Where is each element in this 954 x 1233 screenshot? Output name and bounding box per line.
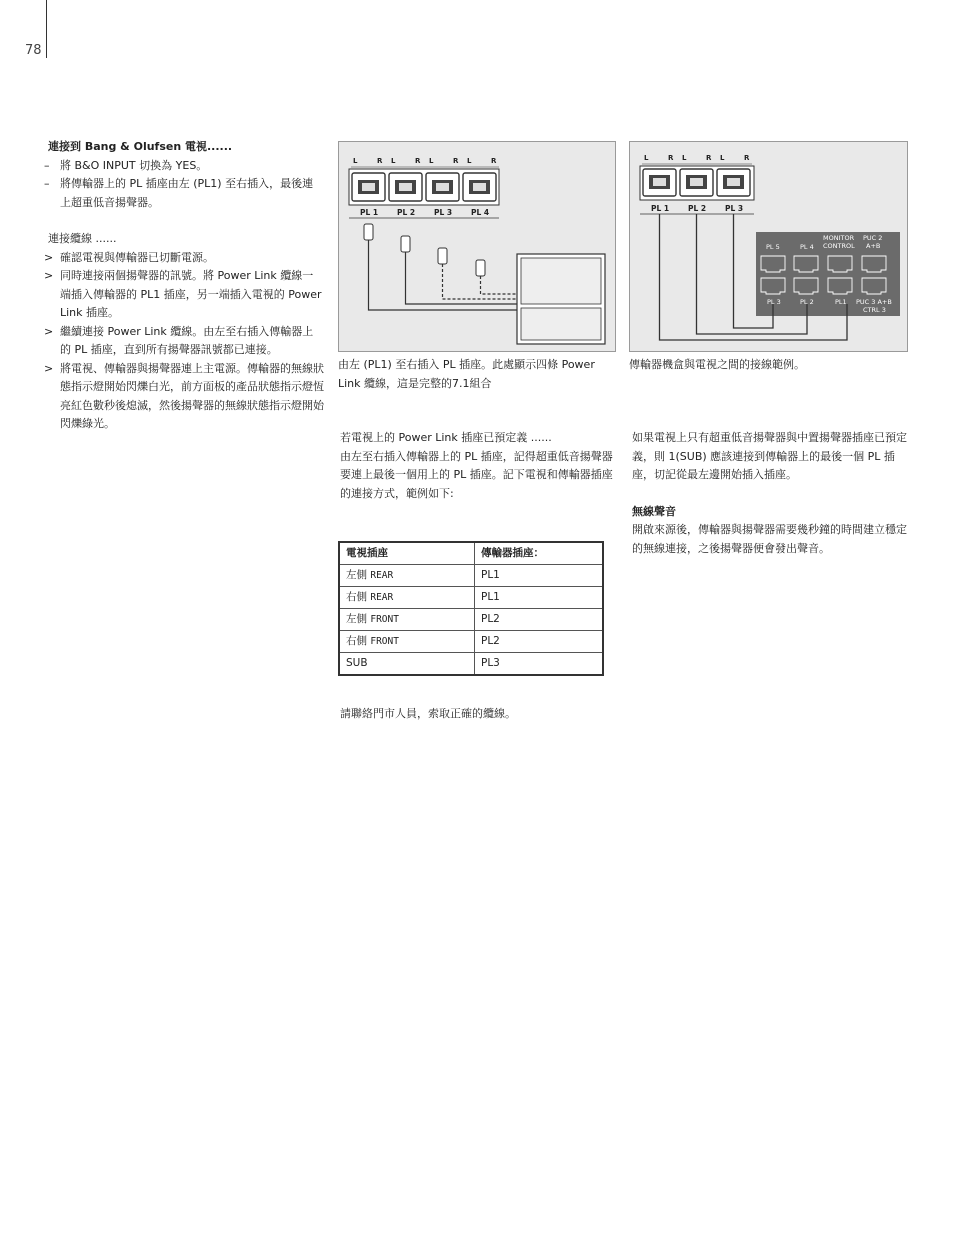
plug-icon	[364, 224, 373, 240]
predefined-paragraph: 如果電視上只有超重低音揚聲器與中置揚聲器插座已預定義，則 1(SUB) 應該連接到傳輸器上的最後一個 PL 插座，切記從最左邊開始插入插座。	[632, 431, 907, 481]
steps-list	[44, 249, 324, 434]
table-row	[339, 653, 603, 676]
table-header: 傳輸器插座：	[475, 542, 604, 565]
transmitter-socket: PL3	[475, 653, 604, 676]
channel-label: R	[706, 154, 712, 162]
channel-label: L	[429, 157, 434, 165]
channel-label: L	[391, 157, 396, 165]
list-item: – 將傳輸器上的 PL 插座由左 (PL1) 至右插入，最後連上超重低音揚聲器。	[44, 177, 314, 209]
channel-label: R	[377, 157, 383, 165]
channel-label: L	[353, 157, 358, 165]
figure-wiring-example	[629, 141, 908, 352]
section-body: 開啟來源後，傳輸器與揚聲器需要幾秒鐘的時間建立穩定的無線連接，之後揚聲器便會發出聲音。	[632, 523, 907, 555]
list-item: > 將電視、傳輸器與揚聲器連上主電源。傳輸器的無線狀態指示燈開始閃爍白光，前方面板的產品狀態指示燈恆亮紅色數秒後熄滅，然後揚聲器的無線狀態指示燈開始閃爍綠光。	[44, 361, 324, 430]
plug-icon	[438, 248, 447, 264]
tv-code: REAR	[370, 569, 394, 581]
section-heading: 無線聲音	[632, 504, 676, 518]
tv-code: FRONT	[370, 613, 399, 625]
channel-label: R	[415, 157, 421, 165]
page-number: 78	[25, 43, 42, 58]
tv-port-label: PL 5	[766, 243, 780, 251]
port-label: PL 4	[471, 208, 490, 217]
connection-diagram	[339, 142, 615, 351]
right-column	[632, 429, 912, 558]
list-item: – 將 B&O INPUT 切換為 YES。	[44, 158, 208, 172]
table-header: 電視插座	[339, 542, 475, 565]
list-item: > 確認電視與傳輸器已切斷電源。	[44, 250, 214, 264]
channel-label: R	[491, 157, 497, 165]
tv-port-label: PUC 2	[863, 234, 883, 242]
tv-side: 右側	[346, 634, 367, 647]
left-column	[44, 138, 324, 434]
figure-pl-sockets-7-1	[338, 141, 616, 352]
tv-port-label: PL 3	[767, 298, 781, 306]
tv-port-label: PL 4	[800, 243, 814, 251]
list-item: > 繼續連接 Power Link 纜線。由左至右插入傳輸器上的 PL 插座，直到所有揚聲器訊號都已連接。	[44, 324, 314, 356]
section-body: 由左至右插入傳輸器上的 PL 插座，記得超重低音揚聲器要連上最後一個用上的 PL 插座。記下電視和傳輸器插座的連接方式，範例如下:	[340, 449, 613, 500]
wiring-diagram	[630, 142, 907, 351]
port-label: PL 3	[434, 208, 453, 217]
table-row	[339, 609, 603, 631]
channel-label: L	[467, 157, 472, 165]
tv-port-label: CONTROL	[823, 242, 855, 250]
table-row	[339, 565, 603, 587]
tv-side: SUB	[346, 657, 368, 670]
port-label: PL 3	[725, 204, 744, 213]
channel-label: R	[744, 154, 750, 162]
tv-code: FRONT	[370, 635, 399, 647]
tv-side: 左側	[346, 568, 367, 581]
port-label: PL 2	[397, 208, 416, 217]
tv-port-label: MONITOR	[823, 234, 855, 242]
list-item: > 同時連接兩個揚聲器的訊號。將 Power Link 纜線一端插入傳輸器的 PL1 插座，另一端插入電視的 Power Link 插座。	[44, 269, 322, 319]
channel-label: R	[453, 157, 459, 165]
channel-label: R	[668, 154, 674, 162]
section-title: 若電視上的 Power Link 插座已預定義 ......	[340, 431, 552, 444]
plug-icon	[401, 236, 410, 252]
tv-port-label: PL1	[835, 298, 847, 306]
page-rule	[46, 0, 47, 58]
socket-mapping-table	[338, 541, 604, 676]
transmitter-socket: PL1	[475, 565, 604, 587]
cable-note: 請聯絡門市人員，索取正確的纜線。	[340, 707, 516, 720]
channel-label: L	[682, 154, 687, 162]
channel-label: L	[644, 154, 649, 162]
transmitter-socket: PL1	[475, 587, 604, 609]
port-label: PL 1	[360, 208, 379, 217]
tv-port-label: CTRL 3	[863, 306, 886, 314]
plug-icon	[476, 260, 485, 276]
figure2-caption: 傳輸器機盒與電視之間的接線範例。	[629, 358, 805, 371]
table-row	[339, 631, 603, 653]
middle-column	[340, 429, 618, 503]
tv-port-label: PUC 3 A+B	[856, 298, 892, 306]
figure1-caption: 由左 (PL1) 至右插入 PL 插座。此處顯示四條 Power Link 纜線，這是完整的7.1組合	[338, 358, 595, 390]
tv-code: REAR	[370, 591, 394, 603]
tv-side: 左側	[346, 612, 367, 625]
tv-port-label: A+B	[866, 242, 881, 250]
tv-port-label: PL 2	[800, 298, 814, 306]
port-label: PL 2	[688, 204, 707, 213]
port-label: PL 1	[651, 204, 670, 213]
transmitter-socket: PL2	[475, 609, 604, 631]
section-title: 連接到 Bang & Olufsen 電視......	[48, 140, 233, 153]
subsection-title: 連接纜線 ......	[48, 232, 117, 245]
transmitter-socket: PL2	[475, 631, 604, 653]
table-row	[339, 587, 603, 609]
intro-list	[44, 157, 324, 213]
table-header-row	[339, 542, 603, 565]
tv-side: 右側	[346, 590, 367, 603]
channel-label: L	[720, 154, 725, 162]
